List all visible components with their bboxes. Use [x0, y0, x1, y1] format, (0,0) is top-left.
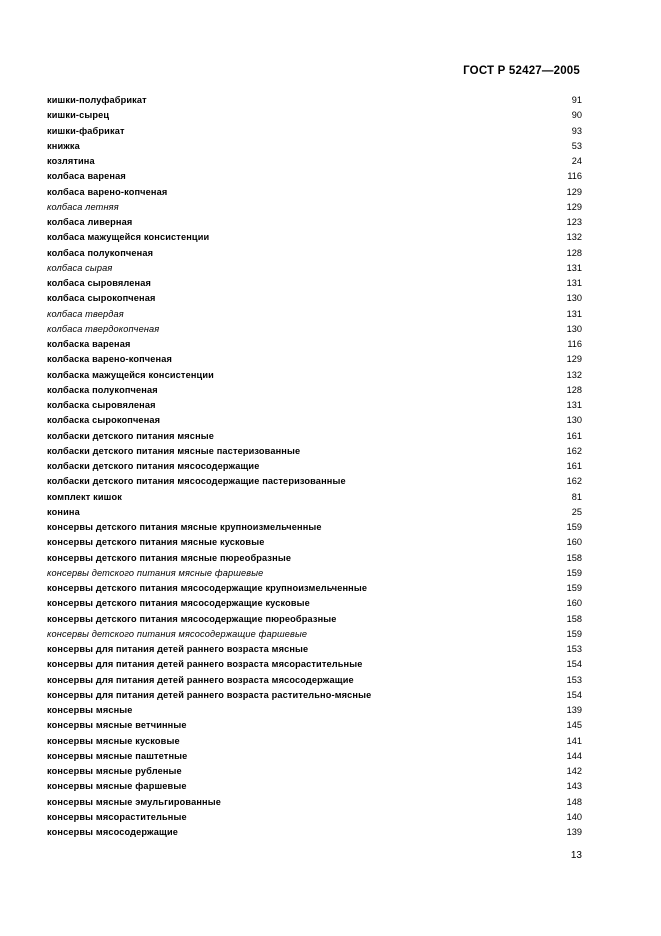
index-term-number: 154 [566, 659, 582, 670]
index-entry [47, 474, 582, 489]
index-entry [47, 139, 582, 154]
index-term: колбаса сырая [47, 262, 113, 273]
index-entry [47, 688, 582, 703]
index-term-number: 161 [566, 461, 582, 471]
index-term: консервы мясные паштетные [47, 750, 188, 761]
index-term: консервы мясные ветчинные [47, 720, 187, 731]
index-entry [47, 734, 582, 749]
index-entry [47, 749, 582, 764]
index-entry [47, 764, 582, 779]
index-term: колбаска сыровяленая [47, 400, 156, 410]
index-term: консервы детского питания мясосодержащие крупноизмельченные [47, 583, 368, 593]
index-term-number: 139 [566, 705, 582, 715]
index-term: кишки-фабрикат [47, 125, 125, 136]
index-term-number: 132 [566, 232, 582, 243]
index-term-number: 116 [567, 339, 582, 349]
index-entry [47, 612, 582, 627]
index-term: консервы для питания детей раннего возраста растительно-мясные [47, 689, 372, 700]
index-term-number: 116 [567, 171, 582, 182]
index-entry [47, 276, 582, 291]
index-term: консервы детского питания мясные крупноизмельченные [47, 522, 322, 532]
index-entry [47, 93, 582, 108]
index-term: консервы детского питания мясные кусковые [47, 537, 265, 548]
index-entry [47, 490, 582, 505]
index-term: консервы детского питания мясные фаршевые [47, 567, 264, 578]
index-term-number: 142 [566, 766, 582, 776]
index-term-number: 53 [571, 140, 582, 151]
index-term: колбаска сырокопченая [47, 415, 161, 426]
index-entry [47, 124, 582, 139]
index-term-number: 162 [566, 476, 582, 487]
index-entry [47, 596, 582, 611]
index-entry [47, 230, 582, 245]
index-term: консервы мясорастительные [47, 811, 187, 822]
index-term-number: 159 [566, 522, 582, 532]
index-entry [47, 795, 582, 810]
index-term: консервы мясные фаршевые [47, 781, 187, 792]
index-term-number: 158 [566, 552, 582, 563]
index-term-number: 160 [566, 537, 582, 548]
index-term: колбаски детского питания мясосодержащие пастеризованные [47, 476, 346, 487]
index-term: консервы детского питания мясосодержащие кусковые [47, 598, 310, 609]
index-term: колбаса варено-копченая [47, 186, 168, 197]
index-term-number: 140 [566, 811, 582, 822]
index-term: консервы мясные кусковые [47, 735, 180, 746]
index-term: консервы для питания детей раннего возраста мясосодержащие [47, 674, 354, 685]
index-term: консервы детского питания мясосодержащие пюреобразные [47, 613, 337, 624]
document-header: ГОСТ Р 52427—2005 [463, 65, 580, 77]
index-term-number: 153 [566, 674, 582, 685]
index-term: консервы мясные эмульгированные [47, 796, 221, 807]
index-entry [47, 368, 582, 383]
index-term-number: 131 [566, 278, 582, 288]
index-entry [47, 429, 582, 444]
index-term: колбаса летняя [47, 201, 119, 212]
index-term-number: 160 [566, 598, 582, 609]
index-term: колбаски детского питания мясные пастеризованные [47, 445, 301, 456]
index-entry [47, 642, 582, 657]
index-term-number: 131 [566, 400, 582, 410]
index-entry [47, 154, 582, 169]
index-term-number: 24 [571, 156, 582, 166]
index-term: колбаска мажущейся консистенции [47, 369, 214, 380]
index-term: козлятина [47, 156, 95, 166]
index-term-number: 141 [566, 735, 582, 746]
index-entry [47, 444, 582, 459]
index-term-number: 139 [566, 827, 582, 837]
index-term-number: 159 [566, 628, 582, 639]
index-term: консервы мясосодержащие [47, 827, 179, 837]
index-term-number: 153 [566, 644, 582, 654]
index-term-number: 154 [566, 689, 582, 700]
index-entry [47, 627, 582, 642]
index-term-number: 131 [566, 262, 582, 273]
index-term-number: 162 [566, 445, 582, 456]
index-term: колбаска вареная [47, 339, 131, 349]
index-term-number: 159 [566, 567, 582, 578]
index-term-number: 129 [566, 354, 582, 365]
index-term-number: 90 [571, 110, 582, 121]
index-entry [47, 413, 582, 428]
index-term: колбаса сырокопченая [47, 293, 156, 304]
index-term: консервы детского питания мясные пюреобразные [47, 552, 292, 563]
index-term-number: 93 [571, 125, 582, 136]
index-entry [47, 322, 582, 337]
index-term-number: 143 [566, 781, 582, 792]
index-entry [47, 307, 582, 322]
index-entry [47, 551, 582, 566]
index-term-number: 131 [566, 308, 582, 319]
index-entry [47, 581, 582, 596]
index-term: конина [47, 506, 80, 517]
page-number: 13 [570, 850, 582, 861]
index-term: консервы мясные [47, 705, 133, 715]
index-term: колбаса мажущейся консистенции [47, 232, 210, 243]
index-term: колбаска полукопченая [47, 384, 158, 395]
index-term-number: 123 [566, 217, 582, 227]
index-term-number: 145 [566, 720, 582, 731]
index-entry [47, 291, 582, 306]
index-term-number: 130 [566, 323, 582, 334]
index-term: колбаска варено-копченая [47, 354, 173, 365]
index-list [47, 93, 582, 840]
index-entry [47, 535, 582, 550]
index-entry [47, 718, 582, 733]
index-term: комплект кишок [47, 491, 123, 502]
index-term-number: 91 [571, 95, 582, 105]
index-term: кишки-сырец [47, 110, 110, 121]
index-term-number: 159 [566, 583, 582, 593]
index-entry [47, 566, 582, 581]
index-term-number: 25 [571, 506, 582, 517]
index-term: консервы мясные рубленые [47, 766, 182, 776]
index-entry [47, 215, 582, 230]
index-entry [47, 520, 582, 535]
index-term-number: 129 [566, 201, 582, 212]
index-term-number: 130 [566, 293, 582, 304]
index-entry [47, 261, 582, 276]
index-entry [47, 810, 582, 825]
index-term: колбаса сыровяленая [47, 278, 152, 288]
index-term-number: 128 [566, 384, 582, 395]
index-entry [47, 185, 582, 200]
index-entry [47, 398, 582, 413]
index-entry [47, 703, 582, 718]
index-term: колбаса твердая [47, 308, 124, 319]
index-term-number: 144 [566, 750, 582, 761]
index-entry [47, 108, 582, 123]
index-entry [47, 779, 582, 794]
index-term: книжка [47, 140, 80, 151]
index-term-number: 161 [566, 430, 582, 441]
index-entry [47, 825, 582, 840]
index-term-number: 158 [566, 613, 582, 624]
index-entry [47, 459, 582, 474]
index-term: колбаса вареная [47, 171, 126, 182]
index-entry [47, 246, 582, 261]
index-term: консервы для питания детей раннего возраста мясорастительные [47, 659, 363, 670]
index-entry [47, 505, 582, 520]
index-entry [47, 673, 582, 688]
index-entry [47, 200, 582, 215]
index-term-number: 129 [566, 186, 582, 197]
index-term-number: 130 [566, 415, 582, 426]
index-entry [47, 383, 582, 398]
index-term: колбаса полукопченая [47, 247, 154, 258]
index-term: колбаски детского питания мясосодержащие [47, 461, 260, 471]
index-term: колбаса твердокопченая [47, 323, 160, 334]
index-term: колбаса ливерная [47, 217, 133, 227]
index-term-number: 132 [566, 369, 582, 380]
index-term-number: 81 [571, 491, 582, 502]
index-term: консервы для питания детей раннего возраста мясные [47, 644, 309, 654]
index-term: кишки-полуфабрикат [47, 95, 147, 105]
index-term-number: 128 [566, 247, 582, 258]
index-entry [47, 657, 582, 672]
index-term: колбаски детского питания мясные [47, 430, 215, 441]
index-entry [47, 352, 582, 367]
index-entry [47, 169, 582, 184]
index-term: консервы детского питания мясосодержащие фаршевые [47, 628, 308, 639]
index-entry [47, 337, 582, 352]
index-term-number: 148 [566, 796, 582, 807]
